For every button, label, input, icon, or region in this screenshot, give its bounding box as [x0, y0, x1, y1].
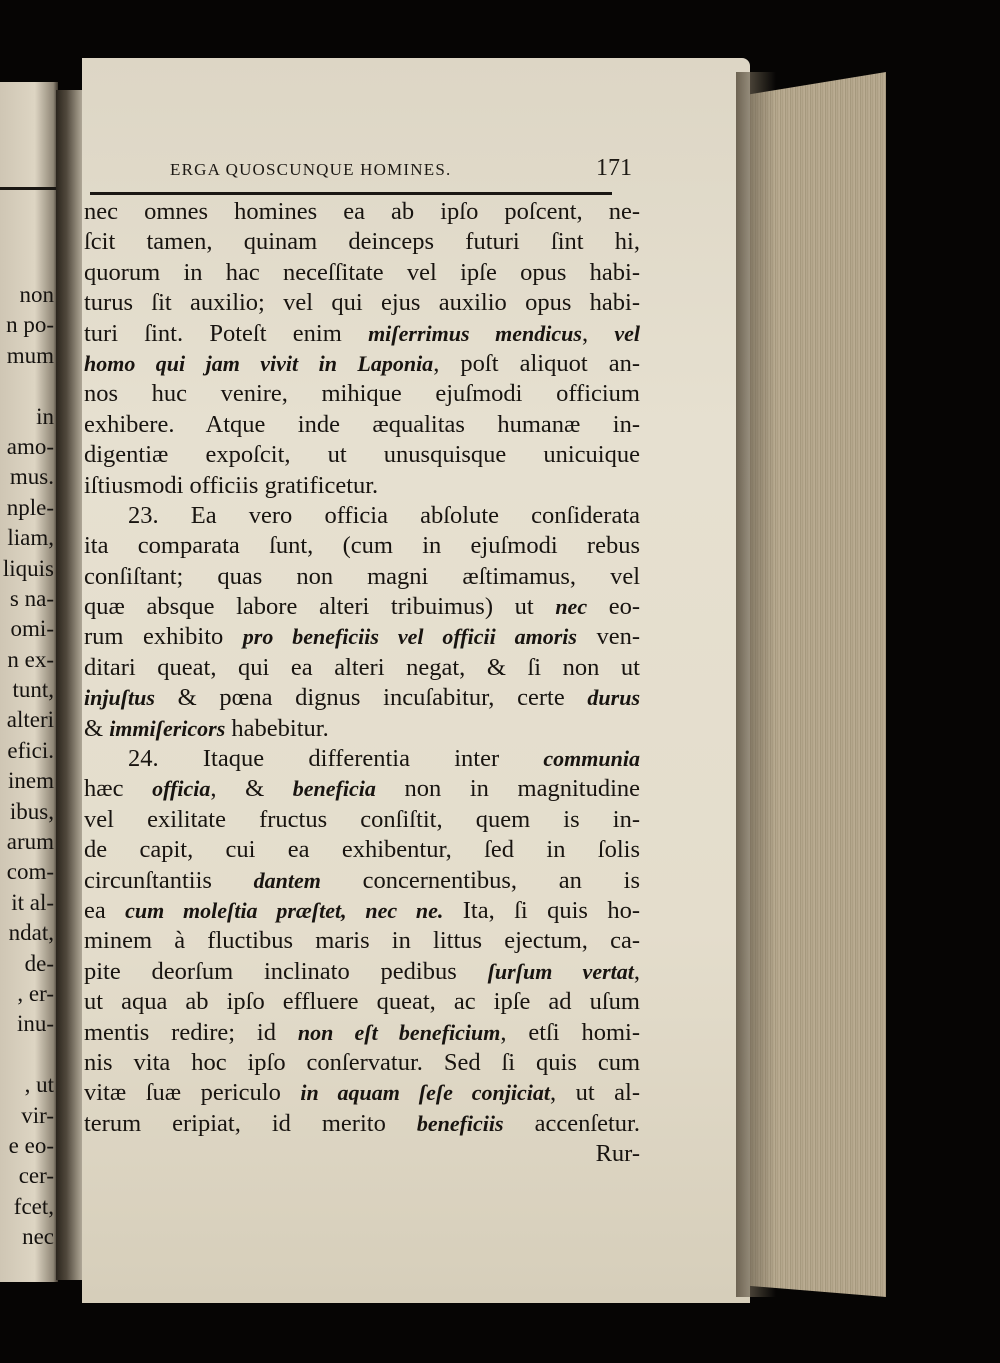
italic-phrase: beneficiis: [416, 1110, 504, 1136]
facing-page-line: vir-: [21, 1102, 54, 1128]
text-run: quæ absque labore alteri tribuimus) ut: [84, 593, 556, 621]
text-line: nos huc venire, mihique ejuſmodi officium: [84, 380, 640, 408]
text-line: 23. Ea vero officia abſolute conſiderata: [128, 501, 640, 529]
text-run: concernentibus, an is: [320, 866, 640, 894]
facing-page-line: amo-: [6, 433, 54, 459]
running-title: ERGA QUOSCUNQUE HOMINES.: [170, 160, 452, 179]
facing-page-line: [0, 1040, 56, 1070]
text-line: [84, 622, 640, 652]
italic-phrase: beneficia: [292, 776, 376, 802]
text-line: ut aqua ab ipſo effluere queat, ac ipſe ad uſum: [84, 988, 640, 1016]
facing-page-line: e eo-: [8, 1132, 54, 1158]
facing-page-line: omi-: [10, 616, 54, 642]
text-line: [84, 866, 640, 896]
facing-page-line: n po-: [6, 312, 54, 338]
text-run: non in magnitudine: [375, 775, 640, 803]
page-number: 171: [596, 155, 632, 181]
text-line: ſcit tamen, quinam deinceps futuri ſint hi,: [84, 228, 640, 256]
facing-page-line: mum: [6, 342, 54, 368]
text-line: digentiæ expoſcit, ut unusquisque unicuique: [84, 441, 640, 469]
text-line: [84, 319, 640, 349]
italic-phrase: dantem: [253, 867, 321, 893]
text-run: rum exhibito: [84, 623, 243, 651]
text-run: accenſetur.: [503, 1109, 640, 1137]
body-text: [84, 197, 640, 1170]
text-line: [84, 349, 640, 379]
text-run: ,: [581, 319, 615, 347]
text-line: [84, 1109, 640, 1139]
facing-page-line: , er-: [17, 980, 54, 1006]
text-line: de capit, cui ea exhibentur, ſed in ſolis: [84, 836, 640, 864]
facing-page-line: inem: [8, 768, 54, 794]
facing-page-line: [0, 371, 56, 401]
facing-page-line: it al-: [11, 889, 54, 915]
catchword: Rur-: [595, 1140, 640, 1168]
page-header: [170, 155, 632, 190]
text-line: [84, 1018, 640, 1048]
facing-page-line: , ut: [24, 1072, 54, 1098]
text-line: ita comparata ſunt, (cum in ejuſmodi rebus: [84, 532, 640, 560]
page-edge-shadow: [736, 72, 776, 1297]
facing-page-line: mus.: [9, 464, 54, 490]
text-run: ven-: [576, 623, 640, 651]
italic-phrase: communia: [543, 746, 640, 772]
text-run: mentis redire; id: [84, 1018, 298, 1046]
text-run: , &: [210, 775, 293, 803]
facing-page-line: de-: [24, 950, 54, 976]
text-line: [84, 592, 640, 622]
text-line: [84, 1078, 640, 1108]
facing-page-line: nec: [22, 1224, 54, 1250]
italic-phrase: durus: [587, 685, 640, 711]
facing-page-line: in: [36, 403, 54, 429]
facing-page-fragment: [0, 82, 58, 1282]
text-run: , ut al-: [550, 1079, 640, 1107]
text-line: [84, 896, 640, 926]
text-run: ea: [84, 896, 126, 924]
italic-phrase: pro beneficiis vel officii amoris: [242, 624, 577, 650]
facing-page-line: fcet,: [13, 1193, 54, 1219]
text-line: [84, 744, 640, 774]
italic-phrase: ſurſum vertat: [487, 958, 634, 984]
text-line: [84, 774, 640, 804]
text-run: ,: [633, 957, 640, 985]
italic-phrase: injuſtus: [84, 685, 155, 711]
text-run: pite deorſum inclinato pedibus: [84, 957, 488, 985]
text-run: & pœna dignus incuſabitur, certe: [154, 684, 588, 712]
facing-page-line: alteri: [6, 707, 54, 733]
text-line: quorum in hac neceſſitate vel ipſe opus habi-: [84, 258, 640, 286]
facing-page-line: liam,: [7, 525, 54, 551]
facing-page-line: ibus,: [9, 798, 54, 824]
text-run: Ita, ſi quis ho-: [443, 896, 640, 924]
italic-phrase: vel: [614, 320, 640, 346]
text-run: , etſi homi-: [500, 1018, 640, 1046]
text-run: eo-: [587, 593, 640, 621]
italic-phrase: officia: [152, 776, 211, 802]
header-rule: [90, 192, 612, 195]
facing-page-line: com-: [6, 859, 54, 885]
text-run: 24. Itaque differentia inter: [128, 745, 544, 773]
italic-phrase: nec: [555, 594, 588, 620]
text-line: exhibere. Atque inde æqualitas humanæ in-: [84, 410, 640, 438]
text-run: terum eripiat, id merito: [84, 1109, 417, 1137]
facing-page-line: non: [19, 282, 54, 307]
facing-page-line: inu-: [16, 1011, 54, 1037]
text-line: vel exilitate fructus conſiſtit, quem is in-: [84, 805, 640, 833]
text-run: turi ſint. Poteſt enim: [84, 319, 369, 347]
text-run: hæc: [84, 775, 153, 803]
text-run: , poſt aliquot an-: [433, 349, 640, 377]
facing-page-line: nple-: [6, 494, 54, 520]
facing-page-line: cer-: [18, 1163, 54, 1189]
facing-page-line: tunt,: [12, 677, 54, 703]
text-line: nec omnes homines ea ab ipſo poſcent, ne-: [84, 198, 640, 225]
facing-page-line: liquis: [2, 555, 54, 581]
facing-page-line: efici.: [7, 737, 54, 763]
facing-page-line: n ex-: [7, 646, 54, 672]
italic-phrase: miſerrimus mendicus: [368, 320, 582, 346]
text-line: turus ſit auxilio; vel qui ejus auxilio opus habi-: [84, 289, 640, 317]
italic-phrase: non eſt beneficium: [297, 1019, 501, 1045]
text-run: vitæ ſuæ periculo: [84, 1079, 301, 1107]
text-line: [84, 714, 640, 744]
italic-phrase: homo qui jam vivit in Laponia: [84, 350, 434, 376]
text-line: [84, 683, 640, 713]
text-line: conſiſtant; quas non magni æſtimamus, vel: [84, 562, 640, 590]
facing-page-line: ndat,: [8, 920, 54, 946]
facing-page-text: [0, 280, 56, 1253]
facing-page-line: arum: [6, 829, 54, 855]
text-line: nis vita hoc ipſo conſervatur. Sed ſi quis cum: [84, 1048, 640, 1076]
text-line: ditari queat, qui ea alteri negat, & ſi non ut: [84, 653, 640, 681]
facing-page-line: s na-: [9, 585, 54, 611]
facing-page-rule: [0, 187, 56, 190]
text-line: minem à fluctibus maris in littus ejectum, ca-: [84, 927, 640, 955]
text-line: iſtiusmodi officiis gratificetur.: [84, 471, 379, 499]
text-run: &: [84, 714, 110, 742]
text-run: habebitur.: [225, 714, 329, 742]
italic-phrase: immiſericors: [109, 715, 226, 741]
italic-phrase: in aquam ſeſe conjiciat: [300, 1080, 550, 1106]
text-run: circunſtantiis: [84, 866, 254, 894]
italic-phrase: cum moleſtia præſtet, nec ne.: [125, 897, 444, 923]
text-line: [84, 957, 640, 987]
